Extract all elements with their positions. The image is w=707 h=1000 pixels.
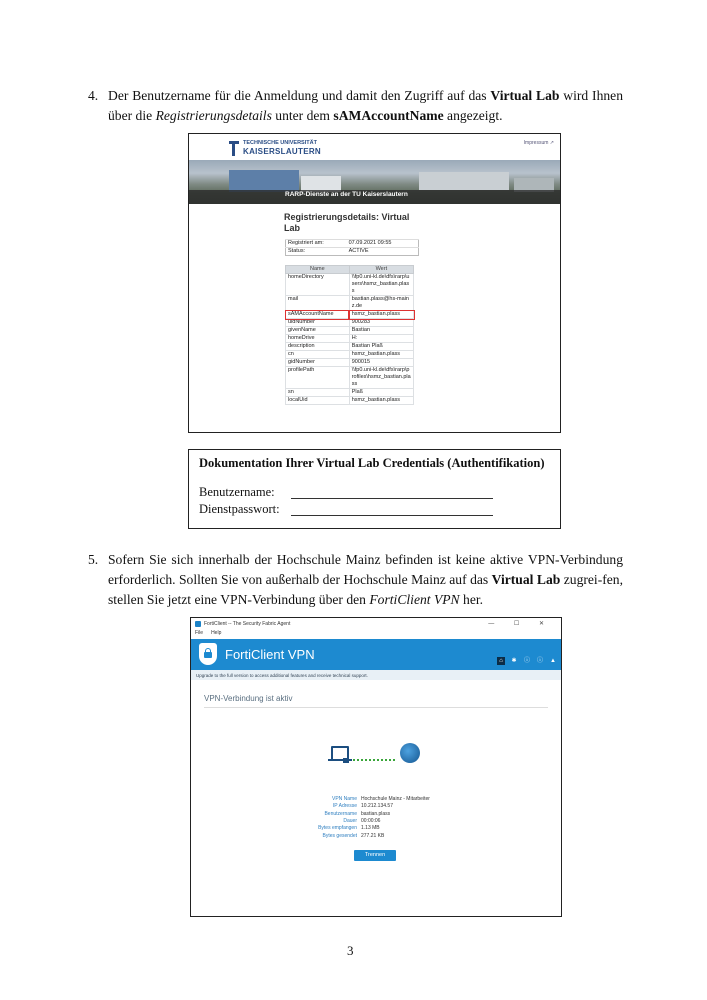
username-label: Benutzername: [199, 485, 275, 499]
table-row: description Bastian Plaß [286, 343, 414, 351]
banner-title: RARP-Dienste an der TU Kaiserslautern [285, 191, 408, 198]
password-line [291, 515, 493, 516]
table-row: Registriert am: 07.09.2021 09:55 [286, 240, 419, 248]
column-header-name: Name [286, 266, 350, 274]
menu-help[interactable]: Help [211, 630, 222, 636]
table-row: homeDirectory \\fp0.uni-kl.de\dfs\rarp\users\hsmz_bastian.plass [286, 274, 414, 296]
table-header [286, 266, 414, 274]
table-row: mail bastian.plass@hs-mainz.de [286, 296, 414, 311]
table-row: sn Plaß [286, 389, 414, 397]
menu-file[interactable]: File [195, 630, 204, 636]
table-row: givenName Bastian [286, 327, 414, 335]
help-icon[interactable]: ⓘ [536, 658, 543, 664]
table-row: cn hsmz_bastian.plass [286, 351, 414, 359]
vpn-status-text: VPN-Verbindung ist aktiv [204, 694, 293, 703]
upgrade-banner: Upgrade to the full version to access additional features and receive technical support. [191, 670, 561, 680]
column-header-value: Wert [349, 266, 413, 274]
password-label: Dienstpasswort: [199, 502, 280, 516]
registration-title: Registrierungsdetails: Virtual Lab [284, 212, 410, 233]
credentials-title: Dokumentation Ihrer Virtual Lab Credentials (Authentifikation) [199, 456, 545, 470]
table-row: localUid hsmz_bastian.plass [286, 397, 414, 405]
attribute-table [285, 265, 414, 405]
tu-logo [229, 140, 321, 156]
table-row-highlighted: sAMAccountName hsmz_bastian.plass [286, 311, 414, 319]
info-icon[interactable]: ⓘ [523, 658, 530, 664]
gear-icon[interactable]: ✱ [511, 658, 517, 664]
username-line [291, 498, 493, 499]
window-titlebar [191, 618, 561, 630]
forticlient-screenshot: FortiClient -- The Security Fabric Agent — ☐ ✕ File Help FortiClient VPN ⌂ ✱ ⓘ ⓘ ▲ Upgrade to the full version to access additional features and receive technical support. VPN-Verbindung ist aktiv VPN Name Hochschule Mainz - Mitarbeiter IP Adresse 10.212.134.57 Benutzername bastian.plass Dauer 00:00:06 Bytes empfangen 1.13 MB Bytes gesendet 277.21 KB Trennen [190, 617, 562, 917]
logo-big-text: KAISERSLAUTERN [243, 147, 321, 156]
home-icon[interactable]: ⌂ [497, 657, 505, 665]
menu-bar [191, 630, 561, 639]
lock-small-icon [343, 758, 349, 763]
credentials-box [188, 449, 561, 529]
divider [204, 707, 548, 708]
globe-icon [400, 743, 420, 763]
step-5-paragraph: 5. Sofern Sie sich innerhalb der Hochschule Mainz befinden ist keine aktive VPN-Verbindung erforderlich. Sollten Sie von außerhalb der Hochschule Mainz auf das Virtual Lab zugrei-fen, stellen Sie jetzt eine VPN-Verbindung über den FortiClient VPN her. [88, 552, 623, 607]
shield-lock-icon [199, 643, 217, 665]
table-row: gidNumber 900015 [286, 359, 414, 367]
connection-dots [353, 759, 395, 761]
window-controls[interactable]: — ☐ ✕ [488, 621, 553, 627]
registration-meta-table [285, 239, 419, 256]
page-number: 3 [347, 943, 354, 958]
step-number: 4. [88, 88, 99, 103]
forticlient-app-icon [195, 621, 201, 627]
app-header [191, 639, 561, 670]
lock-icon[interactable]: ▲ [550, 658, 556, 664]
step-4-paragraph: 4. Der Benutzername für die Anmeldung und damit den Zugriff auf das Virtual Lab wird Ihnen über die Registrierungsdetails unter dem sAMAccountName angezeigt. [88, 88, 623, 123]
table-row: homeDrive H: [286, 335, 414, 343]
disconnect-button[interactable]: Trennen [354, 850, 396, 861]
logo-small-text: TECHNISCHE UNIVERSITÄT [243, 140, 317, 146]
campus-banner [189, 160, 560, 204]
registration-screenshot [188, 133, 561, 433]
table-row: Status: ACTIVE [286, 248, 419, 256]
table-row: profilePath \\fp0.uni-kl.de\dfs\rarp\profiles\hsmz_bastian.plass [286, 367, 414, 389]
impressum-link[interactable]: Impressum ↗ [523, 140, 554, 146]
step-number: 5. [88, 552, 99, 567]
app-title: FortiClient VPN [225, 647, 315, 662]
window-title: FortiClient -- The Security Fabric Agent [204, 621, 291, 627]
external-link-icon: ↗ [549, 140, 554, 146]
tu-logo-icon [229, 141, 239, 156]
site-header [189, 134, 560, 160]
table-row: uidNumber 900283 [286, 319, 414, 327]
